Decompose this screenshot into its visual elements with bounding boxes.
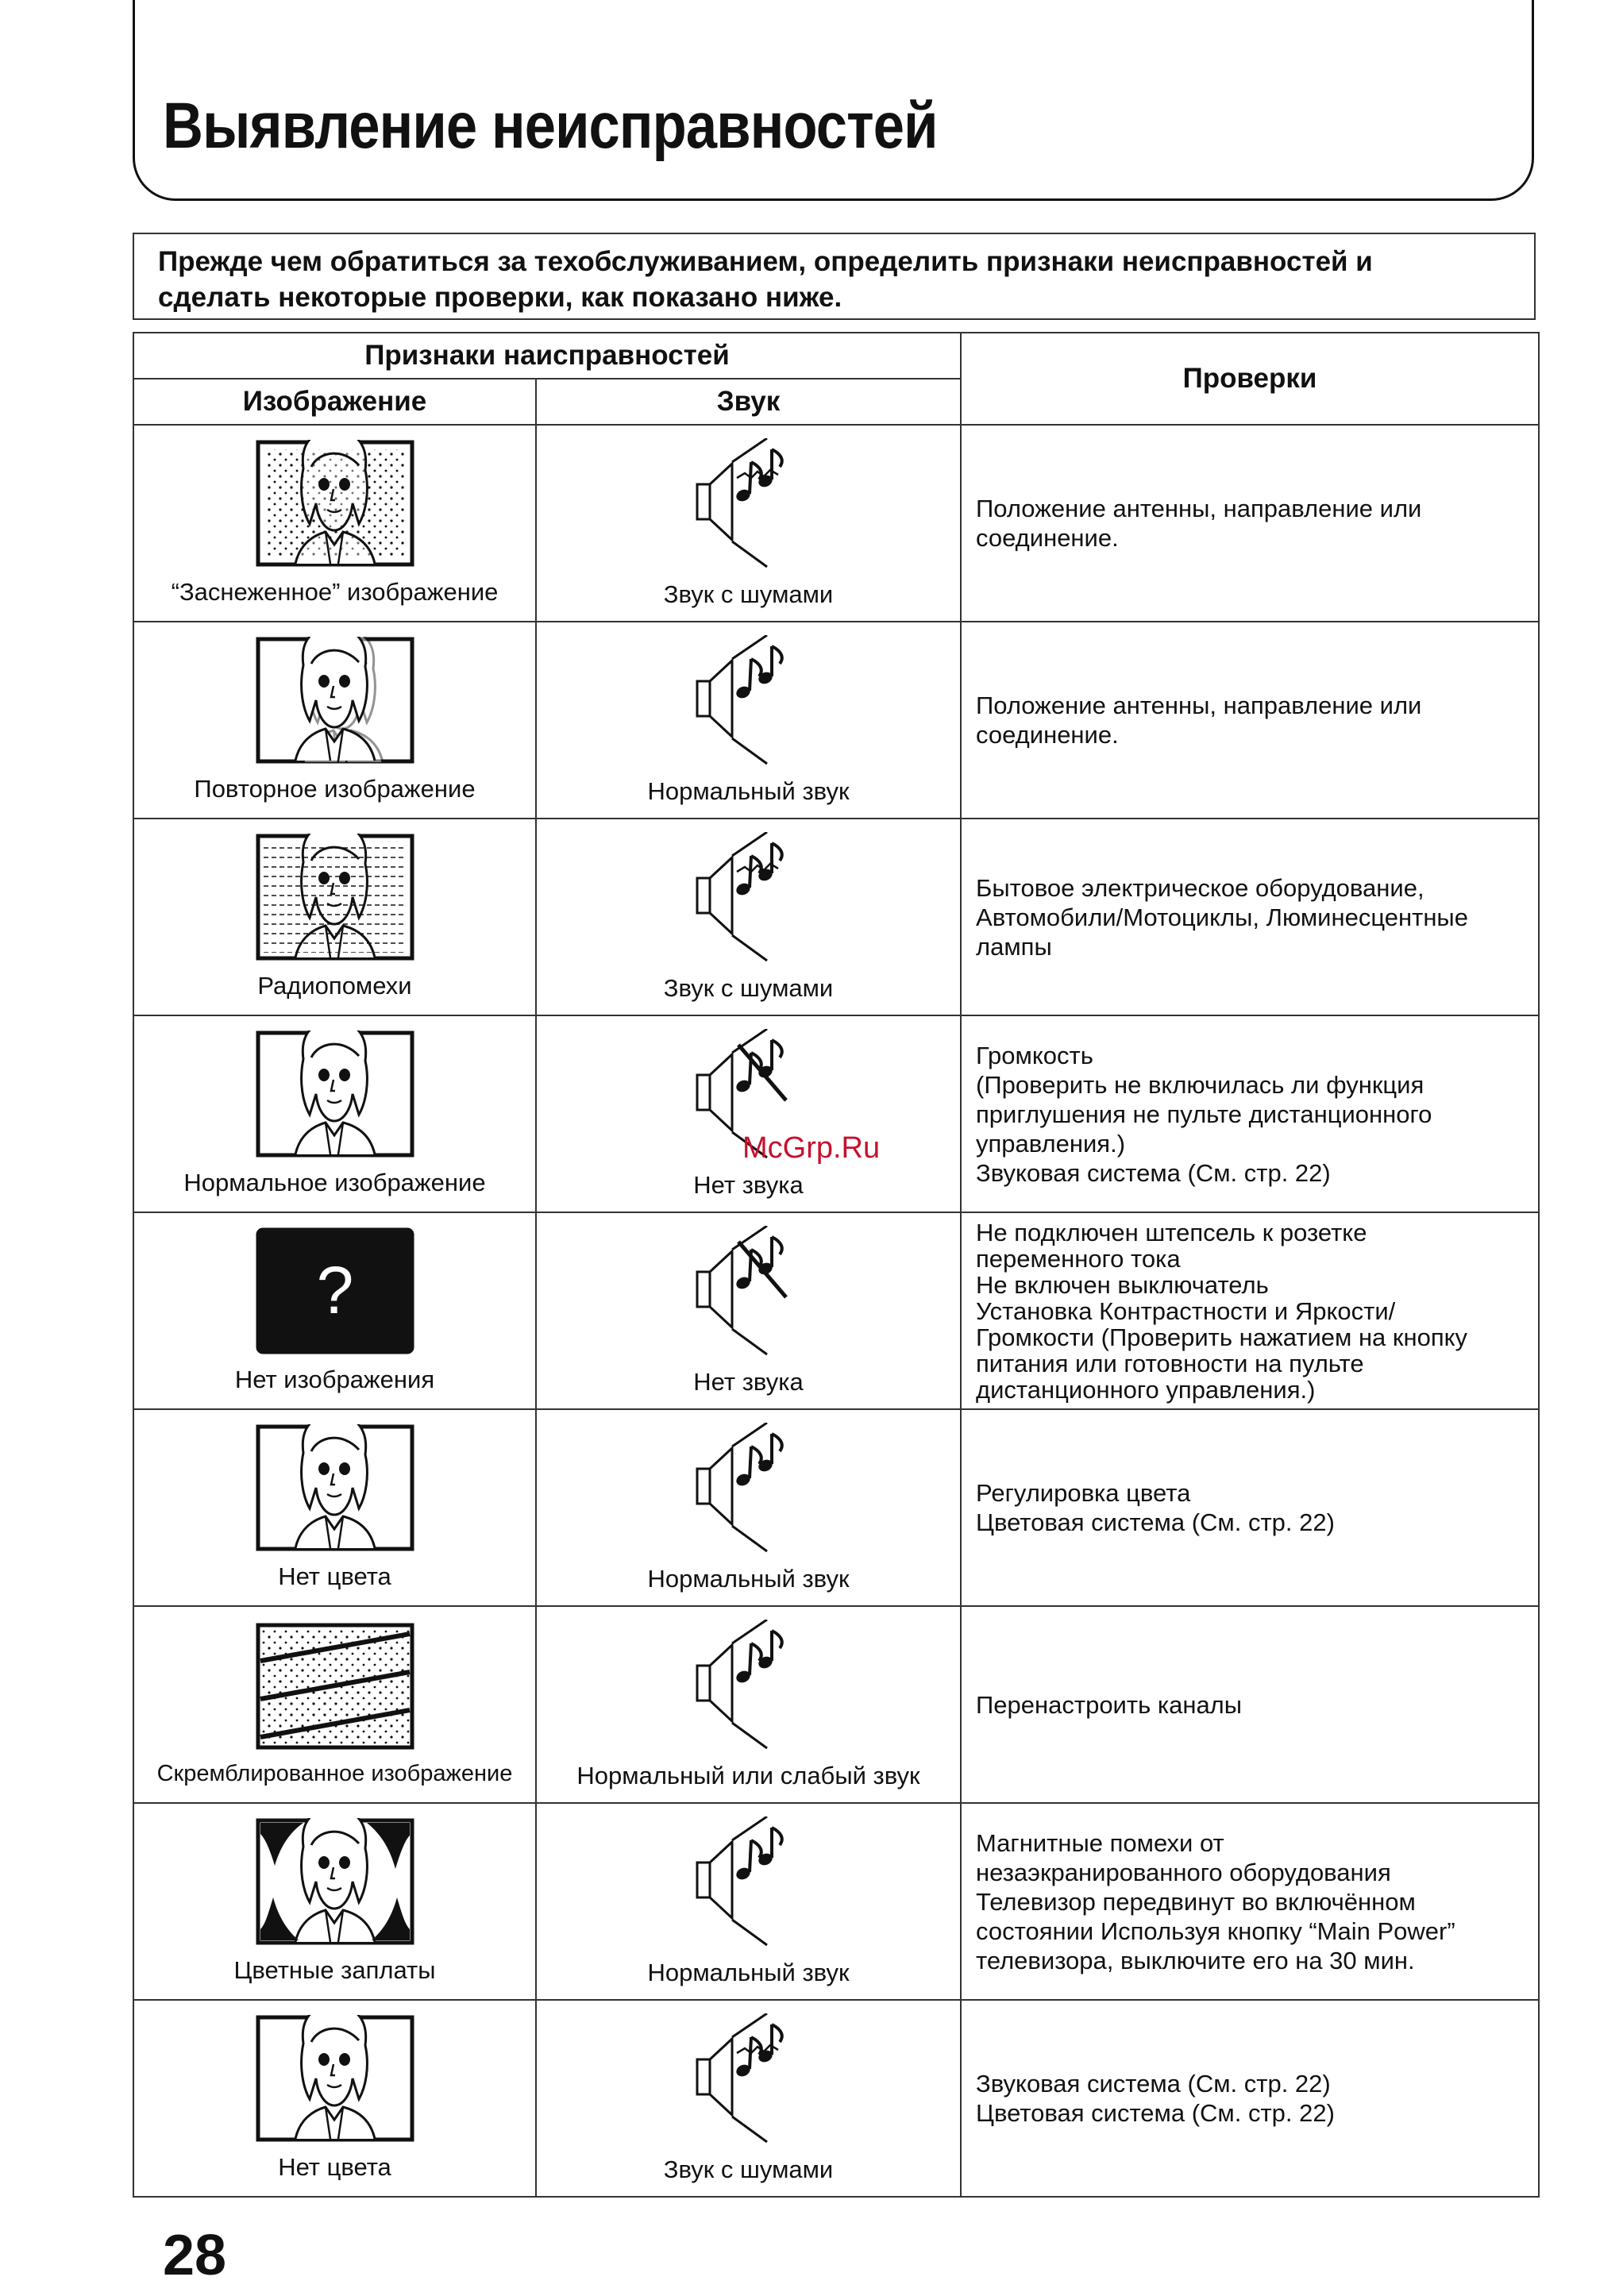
image-caption: Повторное изображение [194,775,476,803]
table-row [133,1606,1539,1803]
image-caption: “Заснеженное” изображение [171,578,499,606]
table-row [133,2000,1539,2197]
checks-cell: Положение антенны, направление или соединение. [961,622,1539,819]
checks-cell: Регулировка цвета Цветовая система (См. стр. 22) [961,1409,1539,1606]
noisy-sound-icon [681,832,816,963]
sound-caption: Звук с шумами [663,580,834,608]
table-row [133,1015,1539,1212]
sound-caption: Звук с шумами [663,2155,834,2183]
header-sound: Звук [536,379,961,425]
normal-sound-icon [681,1620,816,1751]
normal-sound-icon [681,1423,816,1554]
page-number: 28 [163,2224,227,2287]
intro-line-1: Прежде чем обратиться за техобслуживанием, определить признаки неисправностей и [158,246,1373,277]
intro-line-2: сделать некоторые проверки, как показано ниже. [158,282,842,313]
noisy-sound-icon [681,438,816,569]
checks-cell: Перенастроить каналы [961,1606,1539,1803]
image-caption: Радиопомехи [257,972,412,1000]
table-row [133,425,1539,622]
header-checks: Проверки [961,333,1539,425]
checks-cell: Не подключен штепсель к розетке переменного тока Не включен выключатель Установка Контрастности и Яркости/ Громкости (Проверить нажатием на кнопку питания или готовности на пульте дистанционного управления.) [961,1212,1539,1409]
sound-caption: Звук с шумами [663,973,834,1002]
header-image: Изображение [133,379,536,425]
header-symptoms: Признаки наисправностей [133,333,961,379]
normal-sound-icon [681,635,816,766]
troubleshooting-table [133,332,1540,2198]
ghost-picture-icon [256,637,414,764]
table-row [133,1409,1539,1606]
no-picture-icon [256,1227,414,1354]
sound-caption: Нет звука [693,1367,804,1396]
interference-picture-icon [256,834,414,961]
table-row [133,1212,1539,1409]
normal-sound-icon [681,1816,816,1947]
page-title: Выявление неисправностей [163,90,938,162]
sound-caption: Нормальный звук [647,776,850,805]
noisy-sound-icon [681,2013,816,2144]
image-caption: Цветные заплаты [233,1956,436,1984]
scrambled-picture-icon [256,1623,414,1750]
no-color-picture-icon [256,2015,414,2142]
intro-box [133,233,1536,320]
sound-caption: Нормальный звук [647,1958,850,1986]
table-row [133,1803,1539,2000]
checks-cell: Громкость (Проверить не включилась ли функция приглушения не пульте дистанционного управления.) Звуковая система (См. стр. 22) [961,1015,1539,1212]
table-row [133,622,1539,819]
question-mark: ? [316,1253,353,1327]
checks-cell: Магнитные помехи от незаэкранированного оборудования Телевизор передвинут во включённом состоянии Используя кнопку “Main Power” телевизора, выключите его на 30 мин. [961,1803,1539,2000]
normal-picture-icon [256,1031,414,1158]
checks-cell: Положение антенны, направление или соединение. [961,425,1539,622]
no-color-picture-icon [256,1424,414,1551]
color-patches-picture-icon [256,1818,414,1945]
sound-caption: Нормальный звук [647,1564,850,1593]
sound-caption: Нормальный или слабый звук [576,1761,920,1789]
image-caption: Скремблированное изображение [156,1760,513,1786]
watermark: McGrp.Ru [742,1131,881,1165]
sound-caption: Нет звука [693,1170,804,1199]
image-caption: Нормальное изображение [183,1169,486,1196]
checks-cell: Бытовое электрическое оборудование, Автомобили/Мотоциклы, Люминесцентные лампы [961,819,1539,1015]
checks-cell: Звуковая система (См. стр. 22) Цветовая система (См. стр. 22) [961,2000,1539,2197]
image-caption: Нет цвета [278,2153,391,2181]
snowy-picture-icon [256,440,414,567]
no-sound-icon [681,1226,816,1357]
image-caption: Нет цвета [278,1562,391,1590]
image-caption: Нет изображения [234,1366,435,1393]
table-row [133,819,1539,1015]
